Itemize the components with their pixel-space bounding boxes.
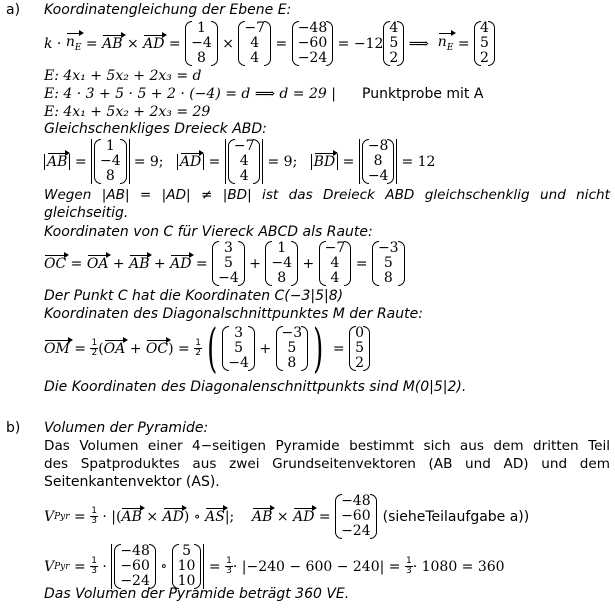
triangle-conclusion: Wegen |AB| = |AD| ≠ |BD| ist das Dreieck ABD gleichschenklig und nicht <box>44 187 610 203</box>
punktprobe-note: Punktprobe mit A <box>362 86 484 102</box>
side-lengths: AB = 1 −4 8 = 9; AD = −7 4 4 = 9; BD = −8 8 −4 = 12 <box>44 139 435 184</box>
vector-n-e: 4 5 2 <box>474 21 495 66</box>
c-conclusion: Der Punkt C hat die Koordinaten C(−3|5|8) <box>44 288 344 304</box>
heading-plane: Koordinatengleichung der Ebene E: <box>44 2 292 18</box>
normal-vector-equation: k · $n_E$ = AB × AD = 1 −4 8 × −7 4 4 = −48 −60 −24 = −12 4 5 2 ⟹ $n_E$ = 4 5 2 <box>44 21 495 66</box>
heading-point-m: Koordinaten des Diagonalschnittpunktes M der Raute: <box>44 306 423 322</box>
plane-line-3: E: 4x₁ + 5x₂ + 2x₃ = 29 <box>44 104 211 120</box>
triangle-conclusion-cont: gleichseitig. <box>44 205 129 221</box>
plane-line-2: E: 4 · 3 + 5 · 5 + 2 · (−4) = d ⟹ d = 29 | <box>44 86 336 102</box>
heading-point-c: Koordinaten von C für Viereck ABCD als Raute: <box>44 224 373 240</box>
vector-ab: 1 −4 8 <box>185 21 218 66</box>
volume-formula: V Pyr = $\frac{1}{3}$ · |( AB × AD ) ∘ AS |; AB × AD = −48 −60 −24 (sieheTeilaufgabe a)) <box>44 493 530 539</box>
volume-conclusion: Das Volumen der Pyramide beträgt 360 VE. <box>44 586 350 602</box>
heading-triangle: Gleichschenkliges Dreieck ABD: <box>44 121 267 137</box>
heading-volume: Volumen der Pyramide: <box>44 420 209 436</box>
m-conclusion: Die Koordinaten des Diagonalenschnittpunkts sind M(0|5|2). <box>44 379 467 395</box>
plane-line-1: E: 4x₁ + 5x₂ + 2x₃ = d <box>44 68 202 84</box>
oc-equation: OC = OA + AB + AD = 3 5 −4 + 1 −4 8 + −7 4 4 = −3 5 8 <box>44 241 405 286</box>
part-a-label: a) <box>6 2 21 18</box>
vector-cross: −48 −60 −24 <box>292 21 334 66</box>
vector-ad: −7 4 4 <box>238 21 271 66</box>
volume-text-2: des Spatproduktes aus zwei Grundseitenvektoren (AB und AD) und dem <box>44 456 610 472</box>
om-equation: OM = $\frac{1}{2}$ ( OA + OC ) = $\frac{1}{2}$ ( 3 5 −4 + −3 5 8 ) = 0 5 2 <box>44 326 370 371</box>
volume-calculation: V Pyr = $\frac{1}{3}$ · −48 −60 −24 ∘ 5 10 10 = $\frac{1}{3}$ · |−240 − 600 − 240| = $\frac{1}{3}$ · 1080 = 360 <box>44 543 505 589</box>
part-b-label: b) <box>6 420 21 436</box>
volume-text-3: Seitenkantenvektor (AS). <box>44 474 220 490</box>
volume-text-1: Das Volumen einer 4−seitigen Pyramide bestimmt sich aus dem dritten Teil <box>44 438 610 454</box>
vector-reduced: 4 5 2 <box>383 21 404 66</box>
